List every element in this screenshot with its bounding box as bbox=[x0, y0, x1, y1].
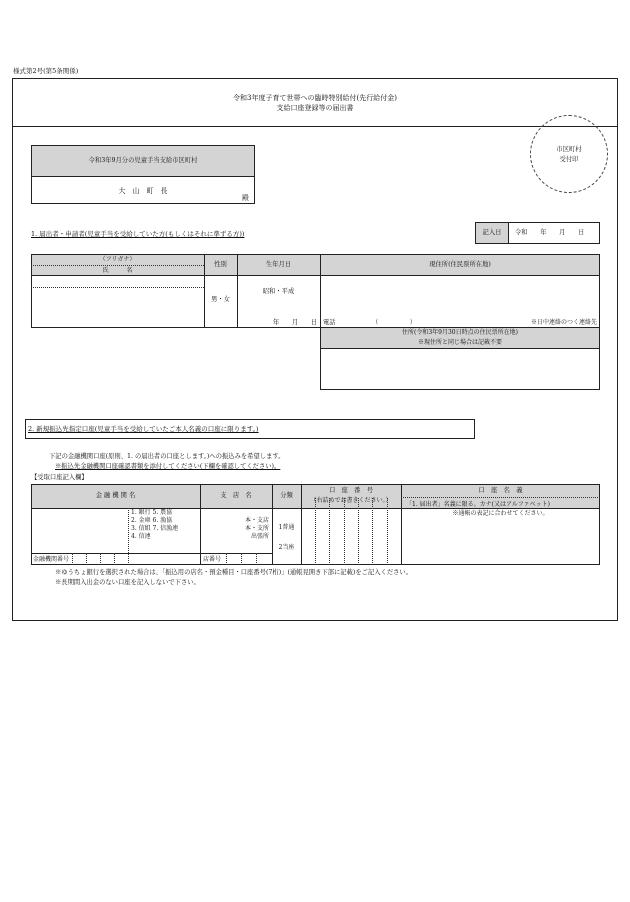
name-label: 氏 名 bbox=[102, 267, 133, 274]
note-dormant: ※長期間入出金のない口座を記入しないで下さい。 bbox=[55, 579, 200, 586]
bank-code-field[interactable] bbox=[73, 554, 127, 564]
col-account-note: （右詰めでお書きください。） bbox=[310, 497, 392, 504]
past-address-note: ※現住所と同じ場合は記載不要 bbox=[417, 339, 502, 346]
stamp-label-2: 受付印 bbox=[559, 156, 579, 163]
entry-date-label: 記入日 bbox=[482, 229, 502, 236]
past-address-field[interactable] bbox=[320, 348, 600, 390]
phone-label: 電話 bbox=[323, 319, 336, 326]
dob-ymd[interactable]: 年 月 日 bbox=[272, 319, 317, 326]
form-number: 様式第2号(第5条関係) bbox=[13, 67, 79, 75]
note-yucho: ※ゆうちょ銀行を選択された場合は、「振込用の店名・預金種目・口座番号(7桁)」(通帳見開き下部に記載)をご記入ください。 bbox=[55, 569, 413, 576]
bank-type-2[interactable]: 2. 金庫 6. 漁協 bbox=[131, 517, 173, 524]
branch-code-field[interactable] bbox=[227, 554, 271, 564]
phone-note: ※日中連絡のつく連絡先 bbox=[530, 319, 597, 326]
entry-date-value: 令和 年 月 日 bbox=[515, 229, 585, 236]
bank-code-label: 金融機関番号 bbox=[33, 556, 70, 563]
bank-type-4[interactable]: 4. 信連 bbox=[131, 533, 151, 540]
form-title-line1: 令和3年度子育て世帯への臨時特別給付(先行給付金) bbox=[233, 94, 397, 102]
table-caption: 【受取口座記入欄】 bbox=[31, 474, 88, 481]
col-account: 口 座 番 号 bbox=[328, 487, 374, 494]
title-divider bbox=[12, 126, 618, 127]
address-label: 現住所(住民票所在地) bbox=[429, 261, 491, 268]
addressee-header: 令和3年9月分の児童手当支給市区町村 bbox=[88, 157, 198, 164]
col-bank: 金 融 機 関 名 bbox=[95, 492, 136, 499]
account-type-1[interactable]: 1普通 bbox=[278, 524, 295, 531]
holder-note-2: ※通帳の表記に合わせてください。 bbox=[452, 510, 549, 517]
branch-type-3[interactable]: 出張所 bbox=[250, 533, 269, 540]
account-number-field[interactable] bbox=[302, 509, 400, 564]
section2-heading: 2. 新規振込先指定口座(児童手当を受給していたご本人名義の口座に限ります。) bbox=[28, 425, 259, 433]
col-holder: 口 座 名 義 bbox=[478, 487, 523, 494]
branch-code-label: 店番号 bbox=[203, 556, 222, 563]
addressee-name: 大 山 町 長 bbox=[118, 187, 168, 195]
sex-label: 性別 bbox=[214, 261, 227, 268]
stamp-label-1: 市区町村 bbox=[556, 146, 582, 153]
furigana-label: （フリガナ） bbox=[99, 256, 136, 263]
account-type-2[interactable]: 2当座 bbox=[278, 544, 295, 551]
branch-type-1[interactable]: 本・支店 bbox=[244, 517, 269, 524]
bank-type-3[interactable]: 3. 信組 7. 信漁連 bbox=[131, 525, 179, 532]
bank-name-field[interactable] bbox=[32, 509, 127, 553]
section2-desc1: 下記の金融機関口座(原則、1. の届出者の口座とします。)への振込みを希望します。 bbox=[49, 453, 285, 460]
reception-stamp-circle bbox=[530, 115, 608, 193]
sex-value[interactable]: 男・女 bbox=[211, 296, 230, 303]
dob-era[interactable]: 昭和・平成 bbox=[262, 288, 295, 295]
bank-type-1[interactable]: 1. 銀行 5. 農協 bbox=[131, 509, 173, 516]
section1-heading: 1. 届出者・申請者(児童手当を受給していた方(もしくはそれに準ずる方)) bbox=[31, 230, 245, 238]
branch-type-2[interactable]: 本・支所 bbox=[244, 525, 269, 532]
past-address-label: 住所(令和3年9月30日時点の住民票所在地) bbox=[402, 329, 518, 336]
addressee-honorific: 殿 bbox=[242, 194, 249, 202]
section2-desc2: ※振込先金融機関口座確認書類を添付してください(下欄を確認してください)。 bbox=[55, 463, 281, 470]
col-type: 分類 bbox=[280, 492, 293, 499]
phone-field[interactable]: （ ） bbox=[372, 319, 417, 326]
holder-name-field[interactable] bbox=[402, 520, 599, 564]
col-branch: 支 店 名 bbox=[220, 492, 252, 499]
holder-note-1: 「1. 届出者」名義に限る。カナ(又はアルファベット) bbox=[406, 501, 550, 508]
name-field[interactable] bbox=[32, 288, 203, 327]
dob-label: 生年月日 bbox=[265, 261, 292, 268]
form-title-line2: 支給口座登録等の届出書 bbox=[276, 104, 354, 112]
